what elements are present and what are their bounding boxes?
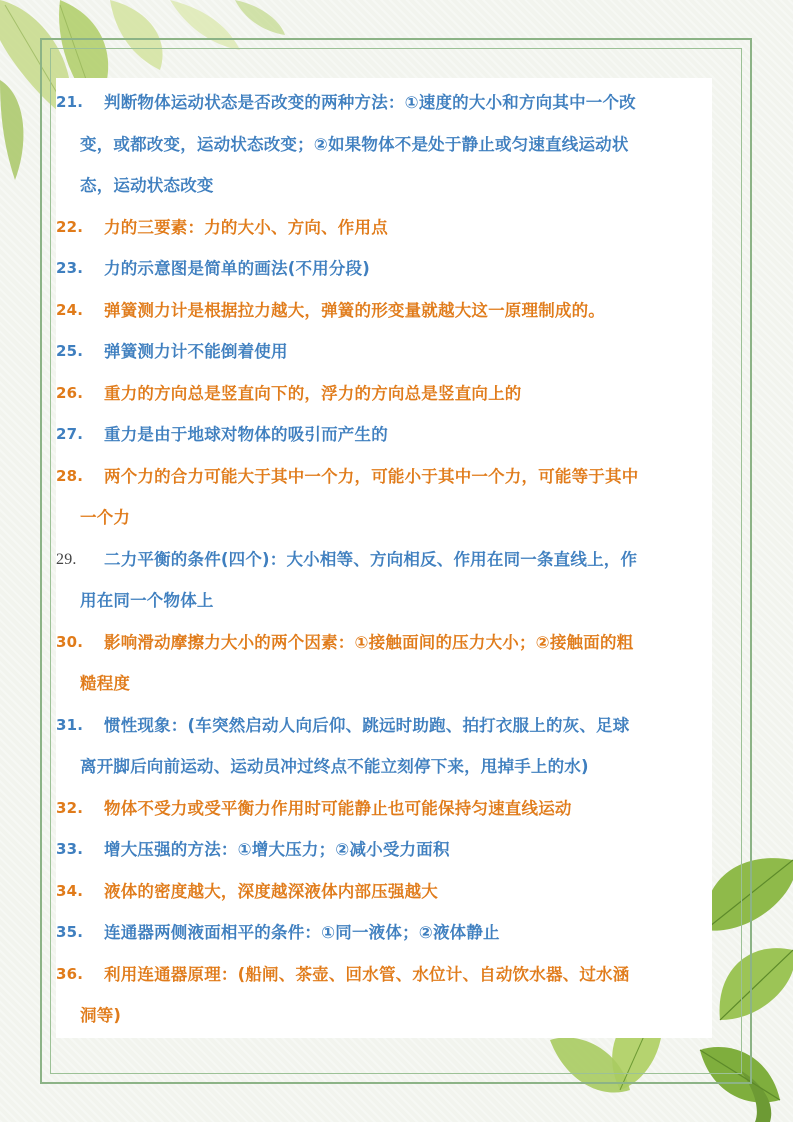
item-text: 变，或都改变，运动状态改变；②如果物体不是处于静止或匀速直线运动状 [80, 134, 629, 154]
list-item: 23. 力的示意图是简单的画法(不用分段) [56, 248, 712, 290]
item-text: 连通器两侧液面相平的条件：①同一液体；②液体静止 [104, 923, 500, 942]
list-item: 31. 惯性现象：(车突然启动人向后仰、跳远时助跑、拍打衣服上的灰、足球 离开脚后向前运动、运动员冲过终点不能立刻停下来，甩掉手上的水) [56, 705, 712, 788]
list-item: 27. 重力是由于地球对物体的吸引而产生的 [56, 414, 712, 456]
list-item: 29. 二力平衡的条件(四个)：大小相等、方向相反、作用在同一条直线上，作 用在同一个物体上 [56, 539, 712, 622]
item-text: 弹簧测力计不能倒着使用 [104, 342, 288, 361]
item-text: 物体不受力或受平衡力作用时可能静止也可能保持匀速直线运动 [104, 798, 572, 818]
item-text: 力的三要素：力的大小、方向、作用点 [104, 217, 388, 237]
list-item: 28. 两个力的合力可能大于其中一个力，可能小于其中一个力，可能等于其中 一个力 [56, 456, 712, 539]
item-text: 离开脚后向前运动、运动员冲过终点不能立刻停下来，甩掉手上的水) [80, 757, 589, 776]
item-text: 一个力 [80, 508, 131, 527]
knowledge-point-list [56, 82, 712, 1037]
item-text: 弹簧测力计是根据拉力越大，弹簧的形变量就越大这一原理制成的。 [104, 300, 605, 320]
item-text: 态，运动状态改变 [80, 176, 214, 195]
item-text: 两个力的合力可能大于其中一个力，可能小于其中一个力，可能等于其中 [104, 466, 639, 486]
item-text: 液体的密度越大，深度越深液体内部压强越大 [104, 881, 438, 901]
item-text: 增大压强的方法：①增大压力；②减小受力面积 [104, 840, 450, 859]
item-text: 用在同一个物体上 [80, 591, 214, 610]
list-item: 35. 连通器两侧液面相平的条件：①同一液体；②液体静止 [56, 912, 712, 954]
item-text: 力的示意图是简单的画法(不用分段) [104, 259, 370, 278]
item-text: 重力的方向总是竖直向下的，浮力的方向总是竖直向上的 [104, 383, 522, 403]
list-item: 25. 弹簧测力计不能倒着使用 [56, 331, 712, 373]
list-item: 24. 弹簧测力计是根据拉力越大，弹簧的形变量就越大这一原理制成的。 [56, 290, 712, 332]
item-text: 洞等) [80, 1006, 122, 1025]
list-item: 33. 增大压强的方法：①增大压力；②减小受力面积 [56, 829, 712, 871]
list-item: 21. 判断物体运动状态是否改变的两种方法：①速度的大小和方向其中一个改 变，或都改变，运动状态改变；②如果物体不是处于静止或匀速直线运动状 态，运动状态改变 [56, 82, 712, 207]
list-item: 22. 力的三要素：力的大小、方向、作用点 [56, 207, 712, 249]
list-item: 36. 利用连通器原理：(船闸、茶壶、回水管、水位计、自动饮水器、过水涵 洞等) [56, 954, 712, 1037]
item-text: 二力平衡的条件(四个)：大小相等、方向相反、作用在同一条直线上，作 [104, 549, 638, 569]
item-text: 利用连通器原理：(船闸、茶壶、回水管、水位计、自动饮水器、过水涵 [104, 964, 630, 984]
item-text: 惯性现象：(车突然启动人向后仰、跳远时助跑、拍打衣服上的灰、足球 [104, 715, 630, 735]
list-item: 32. 物体不受力或受平衡力作用时可能静止也可能保持匀速直线运动 [56, 788, 712, 830]
item-text: 判断物体运动状态是否改变的两种方法：①速度的大小和方向其中一个改 [104, 93, 636, 112]
item-text: 糙程度 [80, 674, 131, 693]
item-text: 影响滑动摩擦力大小的两个因素：①接触面间的压力大小；②接触面的粗 [104, 632, 634, 652]
list-item: 26. 重力的方向总是竖直向下的，浮力的方向总是竖直向上的 [56, 373, 712, 415]
list-item: 30. 影响滑动摩擦力大小的两个因素：①接触面间的压力大小；②接触面的粗 糙程度 [56, 622, 712, 705]
list-item: 34. 液体的密度越大，深度越深液体内部压强越大 [56, 871, 712, 913]
item-text: 重力是由于地球对物体的吸引而产生的 [104, 425, 388, 444]
